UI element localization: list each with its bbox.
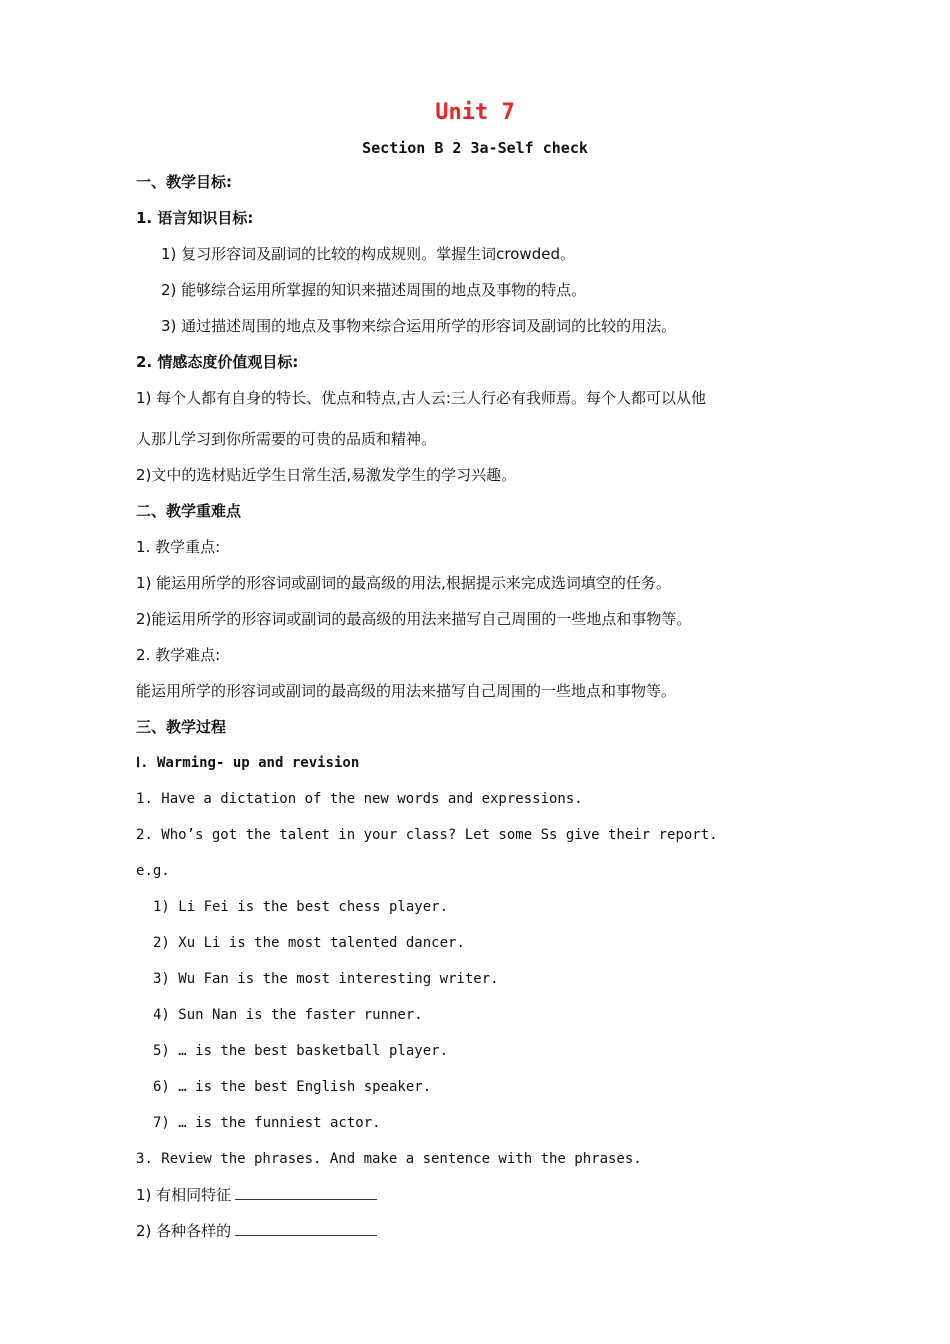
list-item: 2)能运用所学的形容词或副词的最高级的用法来描写自己周围的一些地点和事物等。: [136, 610, 692, 628]
list-item: 1) 能运用所学的形容词或副词的最高级的用法,根据提示来完成选词填空的任务。: [136, 574, 671, 592]
list-item: 2) 能够综合运用所掌握的知识来描述周围的地点及事物的特点。: [161, 281, 587, 299]
phrase-item: [136, 1185, 377, 1205]
phrase-text: 1) 有相同特征: [136, 1186, 232, 1204]
subheading-key: 1. 教学重点:: [136, 538, 221, 556]
example-item: 6) … is the best English speaker.: [153, 1079, 432, 1095]
example-item: 4) Sun Nan is the faster runner.: [153, 1007, 423, 1023]
step-heading-warming-up: Ⅰ. Warming- up and revision: [136, 755, 360, 771]
example-item: 7) … is the funniest actor.: [153, 1115, 381, 1131]
paragraph-line: 人那儿学习到你所需要的可贵的品质和精神。: [136, 430, 437, 448]
subheading-difficulty: 2. 教学难点:: [136, 646, 221, 664]
example-item: 5) … is the best basketball player.: [153, 1043, 449, 1059]
document-title: Unit 7: [435, 100, 515, 125]
example-item: 1) Li Fei is the best chess player.: [153, 899, 449, 915]
list-item: 1. Have a dictation of the new words and expressions.: [136, 791, 583, 807]
list-item: 3) 通过描述周围的地点及事物来综合运用所学的形容词及副词的比较的用法。: [161, 317, 677, 335]
phrase-item: [136, 1221, 377, 1241]
example-item: 3) Wu Fan is the most interesting writer.: [153, 971, 499, 987]
example-item: 2) Xu Li is the most talented dancer.: [153, 935, 465, 951]
subheading-values-goals: 2. 情感态度价值观目标:: [136, 353, 299, 371]
list-item: 2. Who’s got the talent in your class? Let some Ss give their report.: [136, 827, 718, 843]
example-label: e.g.: [136, 863, 170, 879]
answer-blank[interactable]: [235, 1221, 377, 1236]
list-item: 3. Review the phrases. And make a sentence with the phrases.: [136, 1151, 642, 1167]
subheading-language-goals: 1. 语言知识目标:: [136, 209, 254, 227]
section-heading-process: 三、教学过程: [136, 718, 227, 736]
paragraph-line: 能运用所学的形容词或副词的最高级的用法来描写自己周围的一些地点和事物等。: [136, 682, 677, 700]
section-heading-objectives: 一、教学目标:: [136, 173, 232, 191]
document-subtitle: Section B 2 3a-Self check: [362, 139, 588, 157]
section-heading-key-points: 二、教学重难点: [136, 502, 242, 520]
list-item: 1) 复习形容词及副词的比较的构成规则。掌握生词crowded。: [161, 245, 575, 263]
answer-blank[interactable]: [235, 1185, 377, 1200]
paragraph-line: 1) 每个人都有自身的特长、优点和特点,古人云:三人行必有我师焉。每个人都可以从他: [136, 389, 706, 407]
phrase-text: 2) 各种各样的: [136, 1222, 232, 1240]
paragraph-line: 2)文中的选材贴近学生日常生活,易激发学生的学习兴趣。: [136, 466, 517, 484]
